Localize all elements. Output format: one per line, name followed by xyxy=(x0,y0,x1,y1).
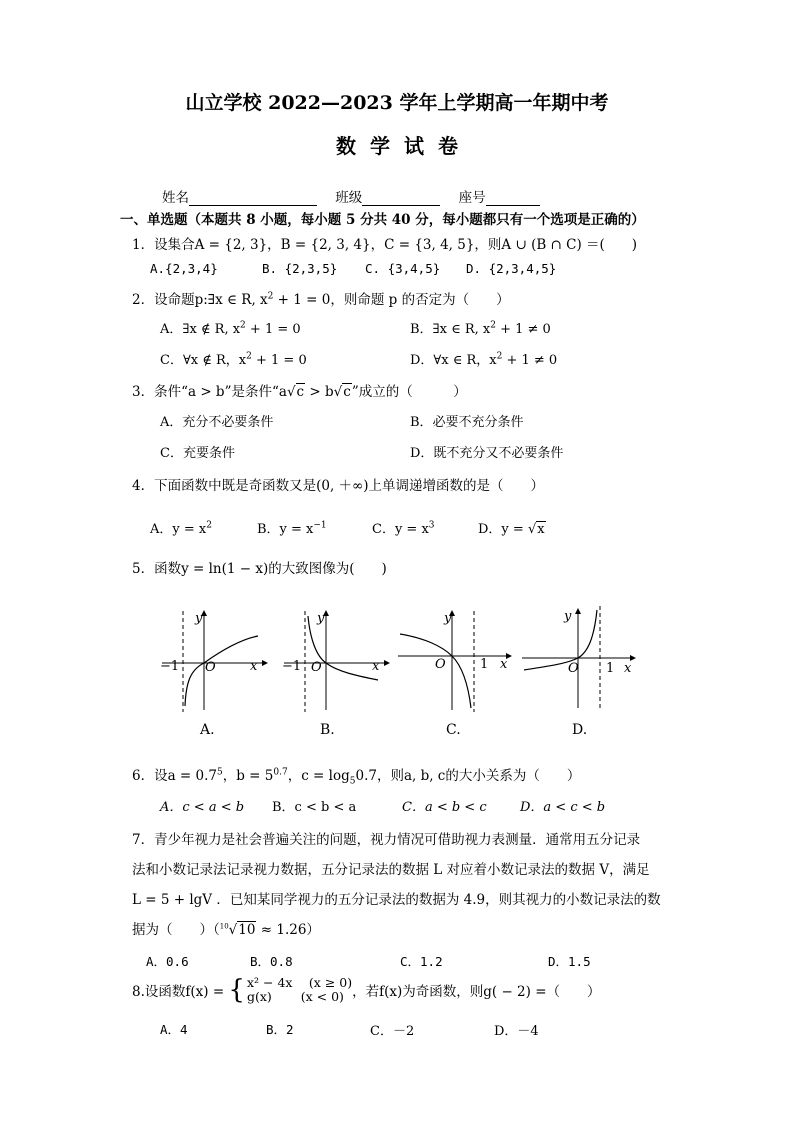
q5-option-b[interactable]: B. xyxy=(320,722,335,738)
tick-label: 1 xyxy=(480,657,489,672)
q5-stem: 5．函数y = ln(1 − x)的大致图像为( ) xyxy=(132,561,387,577)
name-label: 姓名 xyxy=(162,190,189,206)
q1-option-b[interactable]: B. {2,3,5} xyxy=(262,261,338,276)
q6-option-d[interactable]: D．a < c < b xyxy=(520,800,606,815)
q2-option-a[interactable]: A．∃x ∉ R, $x^2 + 1 = 0$ xyxy=(160,320,301,337)
tick-label: 1 xyxy=(606,661,615,676)
origin-label: O xyxy=(311,660,322,675)
q5-graph-c[interactable] xyxy=(396,608,514,713)
q3-option-d[interactable]: D．既不充分又不必要条件 xyxy=(410,446,564,461)
q4-option-c[interactable]: C．$y = x^3$ xyxy=(372,520,435,537)
name-blank[interactable] xyxy=(189,191,317,206)
seat-blank[interactable] xyxy=(486,191,540,206)
q7-option-b[interactable]: B．0.8 xyxy=(250,954,293,969)
q6-option-a[interactable]: A．c < a < b xyxy=(160,800,245,815)
q2-option-d[interactable]: D．∀x ∈ R，$x^2 + 1 \ne 0$ xyxy=(410,351,558,368)
x-label: x xyxy=(250,659,258,674)
q7-line-2: 法和小数记录法记录视力数据，五分记录法的数据 L 对应着小数记录法的数据 V，满足 xyxy=(132,862,650,878)
q5-graph-d[interactable] xyxy=(520,600,638,710)
q3-stem: 3．条件“a > b”是条件“a√c > b√c”成立的（ ） xyxy=(132,384,467,400)
y-label: y xyxy=(564,609,572,624)
q4-option-a[interactable]: A．$y = x^2$ xyxy=(150,520,212,537)
q4-stem: 4．下面函数中既是奇函数又是(0, ＋∞)上单调递增函数的是（ ） xyxy=(132,478,545,494)
q2-option-b[interactable]: B．∃x ∈ R, $x^2 + 1 \ne 0$ xyxy=(410,320,551,337)
origin-label: O xyxy=(435,657,446,672)
q8-option-b[interactable]: B．2 xyxy=(266,1022,294,1037)
curve xyxy=(524,610,597,670)
q6-option-c[interactable]: C．a < b < c xyxy=(402,800,487,815)
class-blank[interactable] xyxy=(362,191,440,206)
x-label: x xyxy=(624,661,632,676)
tick-label: −1 xyxy=(160,659,180,674)
q7-line-1: 7．青少年视力是社会普遍关注的问题，视力情况可借助视力表测量．通常用五分记录 xyxy=(132,832,641,848)
y-label: y xyxy=(317,611,325,626)
curve xyxy=(185,636,258,706)
q1-option-a[interactable]: A.{2,3,4} xyxy=(150,261,218,276)
q8-stem: 8.设函数f(x) = { x² − 4x (x ≥ 0) g(x) (x < 0) ，若f(x)为奇函数，则g( − 2) =（ ） xyxy=(132,975,601,1005)
q7-line-4: 据为（ ）（$^{10}$√10 ≈ 1.26） xyxy=(132,922,320,938)
q8-option-d[interactable]: D．－4 xyxy=(494,1024,539,1039)
origin-label: O xyxy=(205,660,216,675)
q7-option-c[interactable]: C．1.2 xyxy=(400,954,443,969)
x-label: x xyxy=(372,659,380,674)
q1-stem: 1．设集合A = {2, 3}，B = {2, 3, 4}，C = {3, 4, 5}，则A ∪ (B ∩ C) ＝( ) xyxy=(132,237,638,253)
x-label: x xyxy=(500,657,508,672)
origin-label: O xyxy=(568,661,579,676)
q7-line-3: L = 5 + lgV ．已知某同学视力的五分记录法的数据为 4.9，则其视力的小数记录法的数 xyxy=(132,892,661,908)
student-info-row xyxy=(162,186,554,206)
q2-stem: 2．设命题p:∃x ∈ R, $x^2 + 1 = 0$，则命题 p 的否定为（ ） xyxy=(132,291,510,308)
q4-option-b[interactable]: B．$y = x^{-1}$ xyxy=(257,520,327,537)
seat-label: 座号 xyxy=(458,190,486,206)
q7-option-a[interactable]: A．0.6 xyxy=(146,954,189,969)
q5-option-d[interactable]: D. xyxy=(572,722,588,738)
x-arrow-icon xyxy=(262,660,268,666)
q5-option-a[interactable]: A. xyxy=(200,722,215,738)
y-label: y xyxy=(195,611,203,626)
exam-subtitle: 数学试卷 xyxy=(336,134,472,158)
x-arrow-icon xyxy=(384,660,390,666)
q3-option-b[interactable]: B．必要不充分条件 xyxy=(410,415,524,430)
q5-graph-a[interactable] xyxy=(158,608,268,713)
piecewise-cases: x² − 4x (x ≥ 0) g(x) (x < 0) xyxy=(246,975,353,1004)
class-label: 班级 xyxy=(335,190,363,206)
q2-option-c[interactable]: C．∀x ∉ R，$x^2 + 1 = 0$ xyxy=(160,351,307,368)
q1-option-d[interactable]: D. {2,3,4,5} xyxy=(466,261,557,276)
q1-option-c[interactable]: C. {3,4,5} xyxy=(365,261,441,276)
brace: { xyxy=(228,975,245,1005)
tick-label: −1 xyxy=(282,659,302,674)
y-arrow-icon xyxy=(575,608,581,614)
q6-stem: 6．设$a = 0.7^5$，$b = 5^{0.7}$，$c = \log_50.7$，则a, b, c的大小关系为（ ） xyxy=(132,767,581,787)
q3-option-c[interactable]: C．充要条件 xyxy=(160,446,235,461)
q8-option-c[interactable]: C．－2 xyxy=(370,1024,415,1039)
exam-title: 山立学校 2022—2023 学年上学期高一年期中考 xyxy=(185,92,609,114)
section-heading: 一、单选题（本题共 8 小题，每小题 5 分共 40 分，每小题都只有一个选项是正确的） xyxy=(120,212,645,228)
q4-option-d[interactable]: D．y = √x xyxy=(478,522,545,537)
q3-option-a[interactable]: A．充分不必要条件 xyxy=(160,415,274,430)
q5-graph-b[interactable] xyxy=(280,608,390,713)
q7-option-d[interactable]: D．1.5 xyxy=(548,954,591,969)
q8-option-a[interactable]: A．4 xyxy=(160,1022,188,1037)
q5-option-c[interactable]: C. xyxy=(446,722,461,738)
q6-option-b[interactable]: B．c < b < a xyxy=(272,800,357,815)
y-label: y xyxy=(444,611,452,626)
